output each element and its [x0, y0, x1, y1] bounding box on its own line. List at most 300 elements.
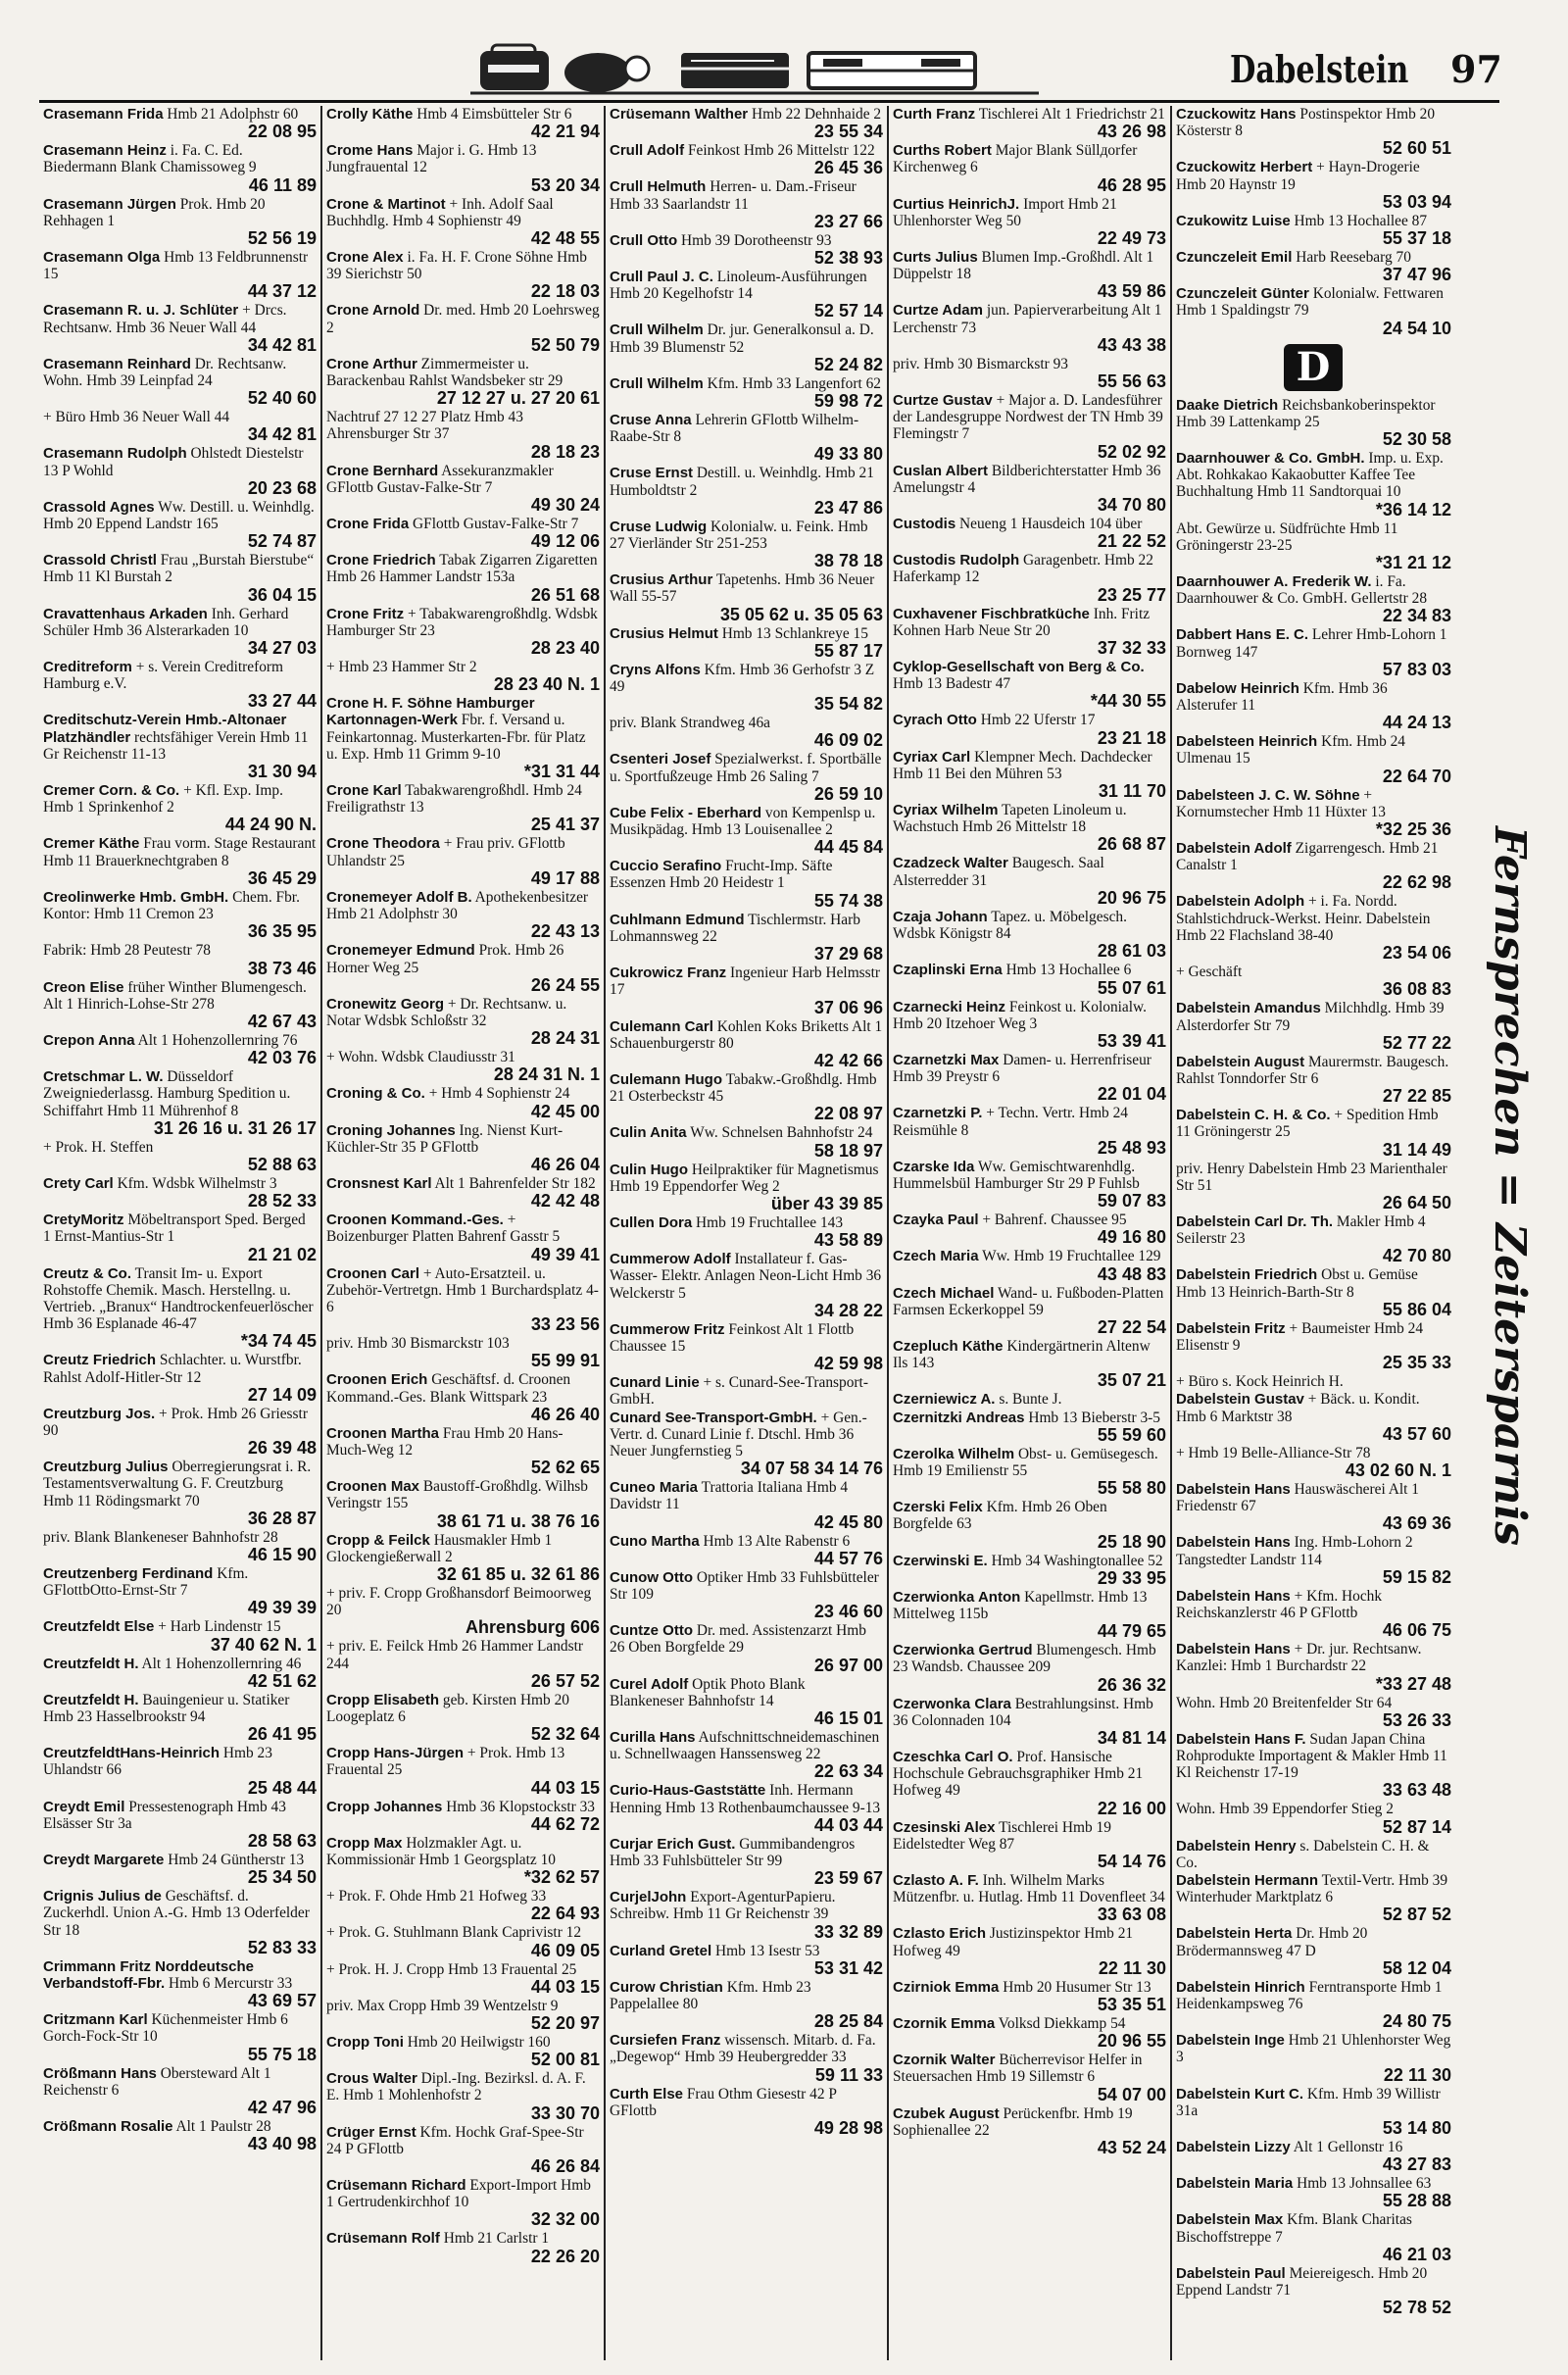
directory-entry	[610, 1533, 883, 1568]
entry-phone: 34 42 81	[247, 424, 317, 445]
entry-phone: 59 15 82	[1382, 1566, 1451, 1587]
directory-entry	[43, 1032, 317, 1067]
directory-entry	[43, 782, 317, 834]
entry-phone: 55 07 61	[1097, 977, 1166, 998]
directory-entry	[1176, 680, 1451, 732]
directory-entry	[610, 1622, 883, 1674]
entry-phone: 52 62 65	[530, 1458, 600, 1478]
entry-details: i. Fa. Daarnhouwer & Co. GmbH. Gellertstr 28	[1176, 573, 1428, 608]
directory-entry	[43, 106, 317, 141]
entry-phone: 26 51 68	[530, 584, 600, 605]
entry-details: + Geschäft	[1176, 964, 1243, 981]
entry-phone: 46 26 40	[530, 1404, 600, 1424]
entry-details: Baustoff-Großhdlg. Wilhsb Veringstr 155	[326, 1478, 588, 1512]
entry-details: Lehrerin GFlottb Wilhelm-Raabe-Str 8	[610, 412, 859, 446]
entry-phone: 24 80 75	[1382, 2011, 1451, 2032]
entry-details: Hmb 24 Güntherstr 13	[168, 1852, 305, 1868]
entry-phone: 55 59 60	[1097, 1424, 1166, 1445]
directory-entry	[610, 715, 883, 750]
directory-entry	[893, 552, 1166, 604]
entry-name: Dabelstein Hans	[1176, 1480, 1291, 1498]
entry-name: Czerwionka Gertrud	[893, 1642, 1033, 1659]
entry-details: Wohn. Hmb 20 Breitenfelder Str 64	[1176, 1694, 1393, 1711]
entry-phone: 44 24 90 N.	[224, 815, 317, 835]
column-5	[1172, 106, 1455, 2360]
entry-phone: 31 30 94	[247, 762, 317, 782]
directory-entry	[893, 1499, 1166, 1551]
entry-details: priv. Henry Dabelstein Hmb 23 Marienthaler Str 51	[1176, 1160, 1447, 1194]
entry-name: Croonen Max	[326, 1478, 420, 1496]
directory-entry	[43, 659, 317, 711]
directory-entry	[1176, 2265, 1451, 2317]
directory-entry	[610, 465, 883, 517]
directory-entry	[43, 1692, 317, 1744]
entry-name: Dabelstein Inge	[1176, 2032, 1285, 2050]
entry-phone: 49 39 41	[530, 1244, 600, 1264]
entry-name: Dabelstein August	[1176, 1053, 1305, 1070]
directory-entry	[1176, 106, 1451, 158]
directory-entry	[326, 552, 600, 604]
directory-entry	[326, 249, 600, 301]
entry-name: Curjar Erich Gust.	[610, 1835, 736, 1853]
entry-name: CurjelJohn	[610, 1889, 687, 1906]
entry-details: Ingenieur Harb Helmsstr 17	[610, 965, 881, 999]
directory-entry	[610, 1214, 883, 1250]
entry-phone: 43 43 38	[1097, 334, 1166, 355]
entry-details: Ferntransporte Hmb 1 Heidenkampsweg 76	[1176, 1978, 1443, 2013]
entry-details: Hmb 21 Uhlenhorster Weg 3	[1176, 2032, 1451, 2066]
directory-entry	[893, 962, 1166, 997]
entry-name: Custodis Rudolph	[893, 552, 1020, 569]
entry-name: Cyriax Carl	[893, 748, 971, 766]
entry-name: Dabelstein Max	[1176, 2211, 1284, 2229]
entry-phone: *33 27 48	[1375, 1673, 1451, 1694]
entry-phone: 23 59 67	[813, 1868, 883, 1889]
entry-name: Dabelstein Hans	[1176, 1587, 1291, 1605]
entry-phone: 43 27 83	[1382, 2154, 1451, 2175]
entry-phone: 43 48 83	[1097, 1263, 1166, 1284]
directory-entry	[1176, 2211, 1451, 2263]
directory-entry	[1176, 2032, 1451, 2084]
entry-details: Makler Hmb 4 Seilerstr 23	[1176, 1212, 1426, 1248]
entry-details: Hmb 20 Husumer Str 13	[1003, 1978, 1152, 1996]
directory-entry	[1176, 787, 1451, 839]
directory-entry	[326, 782, 600, 834]
entry-details: + Drcs. Rechtsanw. Hmb 36 Neuer Wall 44	[43, 302, 287, 336]
entry-details: Kfm. Hmb 33 Langenfort 62	[707, 374, 881, 392]
entry-details: + Prok. H. J. Cropp Hmb 13 Frauental 25	[326, 1960, 577, 1978]
entry-name: Crusius Arthur	[610, 571, 713, 589]
directory-entry	[1176, 1925, 1451, 1977]
entry-details: Tischlermstr. Harb Lohmannsweg 22	[610, 911, 860, 945]
entry-phone: 27 12 27 u. 27 20 61	[436, 388, 600, 409]
entry-details: Aufschnittschneidemaschinen u. Schnellwaagen Hanssensweg 22	[610, 1728, 880, 1763]
page-title: Dabelstein	[1230, 47, 1409, 91]
entry-details: Ohlstedt Diestelstr 13 P Wohld	[43, 445, 304, 479]
directory-entry	[893, 392, 1166, 462]
entry-phone: 53 39 41	[1097, 1030, 1166, 1051]
entry-phone: 42 45 00	[530, 1101, 600, 1121]
entry-phone: 31 26 16 u. 31 26 17	[153, 1117, 317, 1138]
directory-entry	[893, 516, 1166, 551]
entry-details: Frau vorm. Stage Restaurant Hmb 11 Brauerknechtgraben 8	[43, 835, 317, 869]
entry-phone: 36 04 15	[247, 584, 317, 605]
entry-phone: 26 64 50	[1382, 1192, 1451, 1212]
directory-entry	[610, 805, 883, 857]
entry-phone: 23 25 77	[1097, 584, 1166, 605]
entry-name: Crone Karl	[326, 782, 402, 800]
entry-name: Cuhlmann Edmund	[610, 911, 745, 928]
directory-entry	[893, 1410, 1166, 1445]
entry-details: Destill. u. Weinhdlg. Hmb 21 Humboldtstr 2	[610, 465, 874, 499]
entry-name: Cropp Toni	[326, 2034, 404, 2052]
entry-name: Cropp & Feilck	[326, 1531, 430, 1549]
entry-details: + Major a. D. Landesführer der Landesgruppe Nordwest der TN Hmb 39 Flemingstr 7	[893, 392, 1163, 443]
entry-name: Czornik Emma	[893, 2015, 996, 2033]
entry-name: Dabelstein Lizzy	[1176, 2139, 1291, 2156]
entry-name: Crasemann Jürgen	[43, 195, 176, 213]
entry-name: Crull Wilhelm	[610, 322, 704, 339]
entry-name: Dabelstein Maria	[1176, 2175, 1294, 2193]
entry-details: Export-Import Hmb 1 Gertrudenkirchhof 10	[326, 2177, 591, 2211]
entry-name: Curel Adolf	[610, 1675, 689, 1693]
entry-name: Crone Bernhard	[326, 462, 439, 479]
entry-details: Harb Reesebarg 70	[1296, 249, 1411, 267]
entry-name: Crull Otto	[610, 231, 678, 249]
entry-name: Cursiefen Franz	[610, 2032, 721, 2050]
entry-details: Hmb 21 Carlstr 1	[443, 2230, 550, 2248]
entry-details: Hmb 13 Johnsallee 63	[1297, 2175, 1432, 2193]
entry-details: Damen- u. Herrenfriseur Hmb 39 Preystr 6	[893, 1051, 1152, 1086]
entry-phone: 46 06 75	[1382, 1620, 1451, 1641]
entry-phone: 28 23 40	[530, 638, 600, 659]
entry-details: Perückenfbr. Hmb 19 Sophienallee 22	[893, 2104, 1133, 2139]
entry-details: Hmb 4 Eimsbütteler Str 6	[416, 106, 572, 123]
entry-name: Creydt Emil	[43, 1798, 125, 1815]
entry-details: GFlottb Gustav-Falke-Str 7	[413, 516, 579, 533]
directory-entry	[1176, 1731, 1451, 1801]
entry-phone: 26 36 32	[1097, 1674, 1166, 1695]
directory-entry	[43, 142, 317, 194]
directory-entry	[893, 1212, 1166, 1247]
entry-details: Hmb 23 Uhlandstr 66	[43, 1745, 272, 1779]
entry-name: Daarnhouwer & Co. GmbH.	[1176, 450, 1365, 468]
directory-entry	[893, 1925, 1166, 1977]
entry-phone: 46 21 03	[1382, 2244, 1451, 2264]
entry-details: + Techn. Vertr. Hmb 24 Reismühle 8	[893, 1105, 1128, 1139]
entry-name: Daarnhouwer A. Frederik W.	[1176, 573, 1372, 591]
entry-phone: 54 07 00	[1097, 2084, 1166, 2104]
entry-name: Croonen Kommand.-Ges.	[326, 1212, 504, 1229]
entry-name: Crull Adolf	[610, 142, 685, 160]
entry-details: Garagenbetr. Hmb 22 Haferkamp 12	[893, 552, 1153, 586]
entry-name: Czerolka Wilhelm	[893, 1445, 1015, 1462]
directory-entry	[610, 519, 883, 570]
entry-details: Kapellmstr. Hmb 13 Mittelweg 115b	[893, 1588, 1148, 1622]
entry-details: geb. Kirsten Hmb 20 Loogeplatz 6	[326, 1691, 569, 1725]
entry-name: Czarnetzki Max	[893, 1051, 1000, 1068]
entry-phone: 26 24 55	[530, 974, 600, 995]
entry-name: Daake Dietrich	[1176, 396, 1279, 414]
entry-details: Dipl.-Ing. Bezirksl. d. A. F. E. Hmb 1 Mohlenhofstr 2	[326, 2070, 586, 2104]
directory-entry	[1176, 1445, 1451, 1480]
entry-details: Lehrer Hmb-Lohorn 1 Bornweg 147	[1176, 626, 1447, 661]
directory-entry	[326, 1745, 600, 1797]
entry-details: früher Winther Blumengesch. Alt 1 Hinrich-Lohse-Str 278	[43, 978, 307, 1013]
entry-name: Cretschmar L. W.	[43, 1068, 164, 1086]
entry-details: Export-AgenturPapieru. Schreibw. Hmb 11 Gr Reichenstr 39	[610, 1889, 836, 1923]
entry-details: Blumengesch. Hmb 23 Wandsb. Chaussee 209	[893, 1642, 1156, 1676]
entry-details: + Harb Lindenstr 15	[158, 1618, 281, 1636]
directory-entry	[326, 835, 600, 887]
entry-details: priv. Hmb 30 Bismarckstr 103	[326, 1335, 510, 1353]
entry-details: Alt 1 Hohenzollernring 46	[141, 1655, 302, 1672]
entry-phone: 52 56 19	[247, 228, 317, 249]
entry-phone: 52 87 14	[1382, 1816, 1451, 1837]
entry-details: Obst u. Gemüse Hmb 13 Heinrich-Barth-Str 8	[1176, 1266, 1418, 1301]
entry-phone: 44 62 72	[530, 1813, 600, 1834]
entry-name: Curtze Adam	[893, 302, 983, 320]
directory-entry	[326, 695, 600, 781]
entry-details: Alt 1 Hohenzollernring 76	[137, 1031, 298, 1049]
entry-details: Geschäftsf. d. Zuckerhdl. Union A.-G. Hmb 13 Oderfelder Str 18	[43, 1888, 310, 1939]
directory-entry	[43, 1212, 317, 1263]
entry-phone: 46 11 89	[248, 174, 317, 195]
directory-entry	[1176, 2139, 1451, 2174]
entry-details: priv. Max Cropp Hmb 39 Wentzelstr 9	[326, 1997, 559, 2014]
directory-entry	[1176, 2175, 1451, 2210]
directory-entry	[893, 1105, 1166, 1157]
directory-entry	[326, 2177, 600, 2229]
directory-entry	[610, 1374, 883, 1408]
entry-details: Hausmakler Hmb 1 Glockengießerwall 2	[326, 1531, 553, 1565]
entry-details: Dr. med. Assistenzarzt Hmb 26 Oben Borgfelde 29	[610, 1622, 866, 1657]
entry-phone: 49 33 80	[813, 444, 883, 465]
entry-name: Cruse Ernst	[610, 465, 694, 482]
entry-details: + Auto-Ersatzteil. u. Zubehör-Vertretgn. Hmb 1 Burchardsplatz 4-6	[326, 1264, 599, 1315]
entry-phone: 23 47 86	[813, 497, 883, 518]
entry-details: Holzmakler Agt. u. Kommissionär Hmb 1 Georgsplatz 10	[326, 1834, 556, 1868]
entry-details: Feinkost Hmb 26 Mittelstr 122	[687, 142, 875, 160]
entry-name: Culin Hugo	[610, 1161, 688, 1178]
entry-phone: über 43 39 85	[770, 1193, 883, 1213]
entry-name: Curland Gretel	[610, 1942, 712, 1959]
entry-phone: 22 43 13	[530, 921, 600, 942]
entry-phone: 42 42 48	[530, 1191, 600, 1212]
entry-name: Cryns Alfons	[610, 661, 701, 678]
entry-name: Czarnecki Heinz	[893, 998, 1006, 1015]
entry-details: Möbeltransport Sped. Berged 1 Ernst-Mantius-Str 1	[43, 1212, 306, 1246]
entry-phone: 43 58 89	[813, 1230, 883, 1251]
entry-details: Tischlerei Alt 1 Friedrichstr 21	[978, 106, 1165, 123]
entry-phone: 46 26 04	[530, 1154, 600, 1174]
entry-details: Trattoria Italiana Hmb 4 Davidstr 11	[610, 1479, 849, 1513]
entry-phone: 32 32 00	[530, 2209, 600, 2230]
entry-details: Herren- u. Dam.-Friseur Hmb 33 Saarlandstr 11	[610, 178, 857, 213]
directory-entry	[1176, 964, 1451, 999]
directory-entry	[43, 979, 317, 1031]
directory-entry	[43, 1565, 317, 1617]
directory-entry	[893, 1696, 1166, 1748]
entry-phone: 22 64 70	[1382, 766, 1451, 786]
entry-details: Kfm. Blank Charitas Bischoffstreppe 7	[1176, 2211, 1412, 2246]
directory-entry	[1176, 1641, 1451, 1693]
entry-details: + Hayn-Drogerie Hmb 20 Haynstr 19	[1176, 159, 1420, 193]
entry-details: Kohlen Koks Briketts Alt 1 Schauenburgerstr 80	[610, 1017, 883, 1052]
directory-entry	[326, 1961, 600, 1997]
entry-phone: 31 11 70	[1098, 781, 1166, 802]
directory-entry	[610, 2086, 883, 2138]
directory-entry	[326, 302, 600, 354]
directory-entry	[893, 196, 1166, 248]
directory-entry	[610, 232, 883, 268]
directory-entry	[43, 2065, 317, 2117]
directory-entry	[43, 1352, 317, 1404]
entry-name: Cuneo Maria	[610, 1479, 699, 1497]
directory-entry	[43, 1888, 317, 1957]
entry-phone: 38 78 18	[813, 551, 883, 571]
directory-entry	[893, 1446, 1166, 1498]
entry-details: Tapez. u. Möbelgesch. Wdsbk Königstr 84	[893, 908, 1127, 943]
entry-phone: 32 61 85 u. 32 61 86	[436, 1563, 600, 1584]
entry-details: Tapetenhs. Hmb 36 Neuer Wall 55-57	[610, 571, 875, 606]
entry-phone: 34 28 22	[813, 1300, 883, 1320]
directory-entry	[610, 1162, 883, 1213]
directory-entry	[893, 2052, 1166, 2103]
directory-entry	[326, 1425, 600, 1477]
entry-name: Crone Theodora	[326, 835, 440, 853]
entry-name: Cuccio Serafino	[610, 858, 722, 875]
entry-details: Tabak Zigarren Zigaretten Hmb 26 Hammer Landstr 153a	[326, 552, 598, 586]
entry-phone: 20 23 68	[247, 477, 317, 498]
entry-name: Dabelstein Gustav	[1176, 1391, 1304, 1409]
entry-phone: 52 02 92	[1097, 441, 1166, 462]
entry-phone: 53 35 51	[1097, 1995, 1166, 2015]
entry-name: CretyMoritz	[43, 1212, 124, 1229]
directory-entry	[893, 1248, 1166, 1283]
entry-phone: 55 37 18	[1382, 228, 1451, 249]
entry-phone: 28 58 63	[247, 1831, 317, 1851]
directory-entry	[326, 409, 600, 461]
entry-name: Cuno Martha	[610, 1532, 700, 1550]
directory-entry	[326, 106, 600, 141]
directory-entry	[326, 142, 600, 194]
entry-details: + Dr. Rechtsanw. u. Notar Wdsbk Schloßstr 32	[326, 995, 567, 1029]
directory-entry	[326, 2070, 600, 2122]
directory-entry	[43, 302, 317, 354]
entry-details: Pressestenograph Hmb 43 Elsässer Str 3a	[43, 1798, 286, 1832]
entry-name: Dabelstein Adolph	[1176, 893, 1305, 911]
entry-details: wissensch. Mitarb. d. Fa. „Degewop“ Hmb 39 Heubergredder 33	[610, 2032, 876, 2066]
entry-details: Kolonialw. u. Feink. Hmb 27 Vierländer Str 251-253	[610, 518, 868, 553]
directory-entry	[893, 1285, 1166, 1337]
entry-phone: 52 60 51	[1382, 138, 1451, 159]
entry-name: Crasemann R. u. J. Schlüter	[43, 302, 239, 320]
entry-name: Cunard See-Transport-GmbH.	[610, 1409, 817, 1426]
entry-name: Crone Fritz	[326, 605, 405, 622]
entry-phone: 36 45 29	[247, 867, 317, 888]
directory-entry	[1176, 1054, 1451, 1106]
entry-name: Creutzenberg Ferdinand	[43, 1564, 214, 1582]
entry-details: Nachtruf 27 12 27 Platz Hmb 43 Ahrensburger Str 37	[326, 409, 523, 443]
directory-entry	[893, 999, 1166, 1051]
directory-entry	[43, 1799, 317, 1851]
entry-name: Crüsemann Walther	[610, 106, 749, 123]
entry-name: Crassold Agnes	[43, 498, 155, 516]
directory-entry	[326, 1212, 600, 1263]
directory-entry	[1176, 249, 1451, 284]
directory-entry	[326, 196, 600, 248]
entry-phone: 42 47 96	[247, 2098, 317, 2118]
entry-details: Optiker Hmb 33 Fuhlsbütteler Str 109	[610, 1568, 879, 1603]
entry-details: Feinkost Alt 1 Flottb Chaussee 15	[610, 1320, 855, 1355]
entry-details: Schlachter. u. Wurstfbr. Rahlst Adolf-Hitler-Str 12	[43, 1352, 302, 1386]
entry-name: Creutz & Co.	[43, 1264, 131, 1282]
directory-entry	[1176, 285, 1451, 337]
entry-name: Czuckowitz Hans	[1176, 106, 1297, 123]
entry-phone: 42 59 98	[813, 1354, 883, 1374]
directory-entry	[326, 1924, 600, 1959]
entry-phone: 28 18 23	[530, 441, 600, 462]
entry-details: jun. Papierverarbeitung Alt 1 Lerchenstr 73	[893, 302, 1162, 336]
entry-details: Major Blank Süllдorfer Kirchenweg 6	[893, 142, 1138, 176]
entry-phone: 53 26 33	[1382, 1709, 1451, 1730]
directory-entry	[326, 1585, 600, 1637]
directory-entry	[326, 1335, 600, 1370]
entry-name: Cropp Hans-Jürgen	[326, 1745, 465, 1762]
entry-phone: 52 32 64	[530, 1724, 600, 1745]
entry-details: Alt 1 Gellonstr 16	[1293, 2139, 1403, 2156]
entry-phone: 22 01 04	[1097, 1084, 1166, 1105]
directory-entry	[43, 1068, 317, 1138]
directory-entry	[1176, 1266, 1451, 1318]
directory-entry	[893, 1553, 1166, 1588]
directory-entry	[610, 912, 883, 964]
entry-name: Cube Felix - Eberhard	[610, 804, 762, 821]
entry-name: Curtze Gustav	[893, 392, 993, 410]
entry-details: Ww. Gemischtwarenhdlg. Hummelsbül Hamburger Str 29 P Fuhlsb	[893, 1158, 1140, 1192]
entry-name: Crignis Julius de	[43, 1888, 162, 1905]
directory-entry	[610, 1889, 883, 1941]
directory-entry	[893, 2105, 1166, 2157]
directory-entry	[43, 712, 317, 781]
entry-name: Crasemann Frida	[43, 106, 164, 123]
directory-entry	[610, 571, 883, 623]
directory-entry	[893, 106, 1166, 141]
entry-details: + Bahrenf. Chaussee 95	[982, 1212, 1127, 1229]
directory-entry	[893, 802, 1166, 854]
entry-phone: 55 75 18	[247, 2044, 317, 2064]
entry-name: Creutzburg Julius	[43, 1459, 169, 1476]
entry-name: Czukowitz Luise	[1176, 212, 1291, 229]
entry-phone: 28 24 31 N. 1	[493, 1064, 600, 1085]
directory-entry	[610, 106, 883, 141]
entry-name: Cunow Otto	[610, 1568, 693, 1586]
directory-entry	[43, 606, 317, 658]
entry-phone: 49 12 06	[530, 531, 600, 552]
entry-name: Cuntze Otto	[610, 1622, 693, 1640]
directory-entry	[1176, 893, 1451, 963]
entry-name: Cropp Elisabeth	[326, 1691, 440, 1708]
entry-phone: 37 29 68	[813, 944, 883, 965]
directory-entry	[1176, 1391, 1451, 1443]
entry-phone: 25 34 50	[247, 1867, 317, 1888]
entry-phone: 28 24 31	[530, 1028, 600, 1049]
entry-details: Hmb 13 Hochallee 6	[1005, 962, 1132, 979]
entry-name: Crasemann Olga	[43, 249, 161, 267]
directory-entry	[43, 1852, 317, 1887]
entry-details: Ing. Hmb-Lohorn 2 Tangstedter Landstr 114	[1176, 1534, 1413, 1568]
